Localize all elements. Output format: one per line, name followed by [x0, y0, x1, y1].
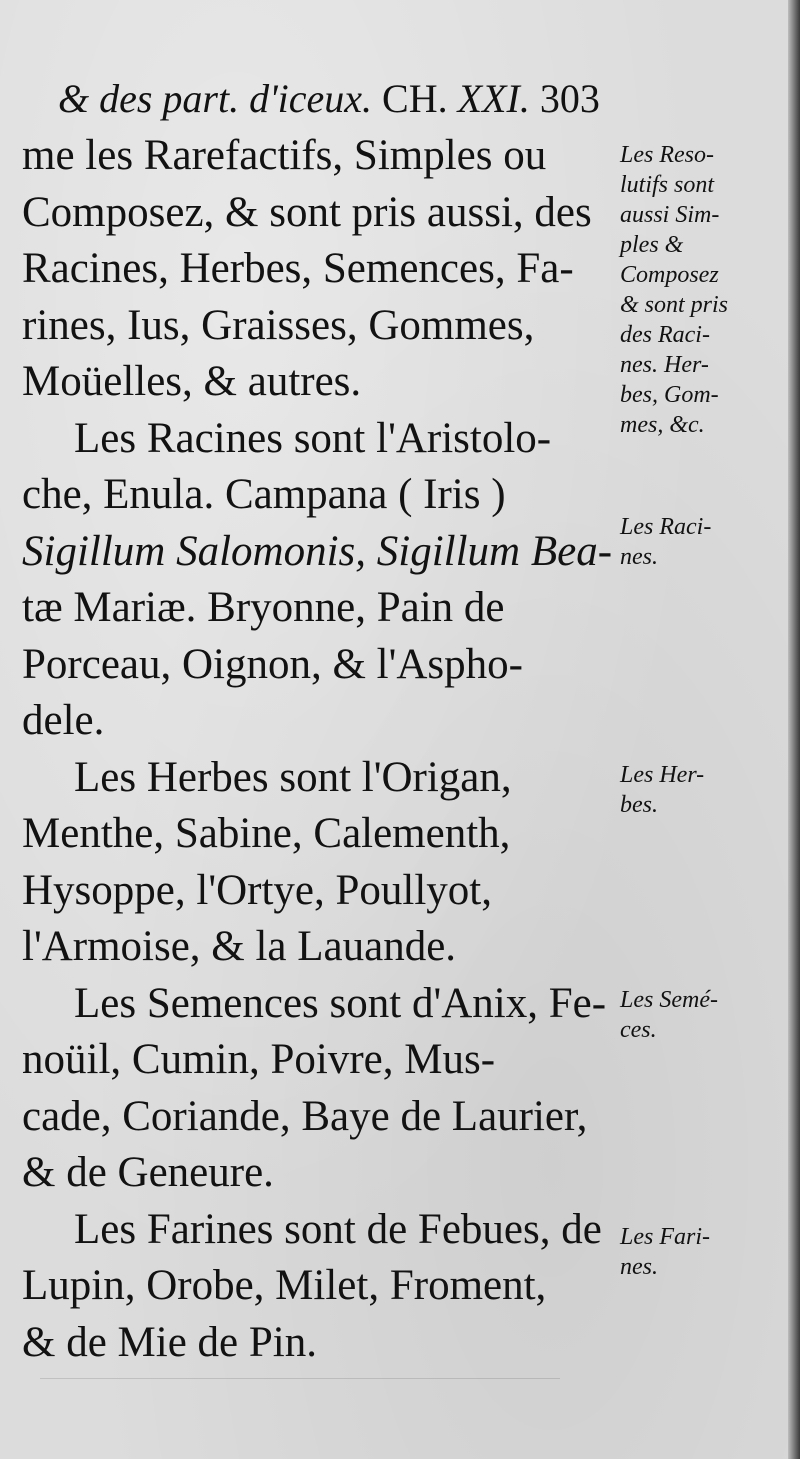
running-head-chapter: CH. — [382, 76, 448, 121]
margin-line: ces. — [620, 1017, 657, 1043]
text-line: & de Mie de Pin. — [22, 1318, 317, 1366]
margin-line: nes. — [620, 1254, 658, 1280]
text-line: cade, Coriande, Baye de Laurier, — [22, 1092, 588, 1140]
margin-line: bes, Gom- — [620, 382, 719, 408]
book-edge-shadow — [788, 0, 800, 1459]
running-head — [58, 74, 618, 124]
running-head-chapter-number: XXI. — [457, 76, 530, 121]
margin-line: des Raci- — [620, 322, 710, 348]
text-line: l'Armoise, & la Lauande. — [22, 923, 457, 970]
text-line: Hysoppe, l'Ortye, Poullyot, — [22, 866, 492, 914]
margin-line: aussi Sim- — [620, 202, 720, 228]
text-line: Les Farines sont de Febues, de — [74, 1205, 602, 1253]
main-text — [22, 128, 618, 1371]
text-line: rines, Ius, Graisses, Gommes, — [22, 301, 535, 349]
text-line: dele. — [22, 697, 105, 744]
margin-line: & sont pris — [620, 292, 729, 318]
text-line: Les Semences sont d'Anix, Fe- — [74, 979, 607, 1027]
marginal-note-racines — [620, 512, 770, 572]
text-line: Moüelles, & autres. — [22, 358, 362, 405]
text-line: Sigillum Salomonis, Sigillum Bea- — [22, 527, 613, 575]
text-line: noüil, Cumin, Poivre, Mus- — [22, 1036, 496, 1083]
marginal-note-herbes — [620, 760, 770, 820]
text-line: Les Herbes sont l'Origan, — [74, 753, 512, 801]
text-line: Lupin, Orobe, Milet, Froment, — [22, 1262, 547, 1309]
text-line: Porceau, Oignon, & l'Aspho- — [22, 640, 523, 688]
marginal-note-resolutifs — [620, 140, 770, 440]
text-line: me les Rarefactifs, Simples ou — [22, 132, 547, 179]
margin-line: lutifs sont — [620, 172, 715, 198]
marginal-note-farines — [620, 1222, 770, 1282]
margin-line: Les Reso- — [620, 142, 714, 168]
text-line: tæ Mariæ. Bryonne, Pain de — [22, 584, 505, 631]
text-line: Racines, Herbes, Semences, Fa- — [22, 245, 574, 292]
margin-line: nes. Her- — [620, 352, 709, 378]
text-line: Menthe, Sabine, Calementh, — [22, 810, 511, 857]
page-bottom-rule — [40, 1378, 560, 1379]
margin-line: Les Semé- — [620, 987, 718, 1013]
text-line: che, Enula. Campana ( Iris ) — [22, 471, 506, 518]
text-line: & de Geneure. — [22, 1149, 274, 1196]
margin-line: nes. — [620, 544, 658, 570]
margin-line: bes. — [620, 792, 658, 818]
margin-line: Les Her- — [620, 762, 705, 788]
margin-line: Les Fari- — [620, 1224, 710, 1250]
text-line: Composez, & sont pris aussi, des — [22, 188, 592, 236]
running-head-title: & des part. d'iceux. — [58, 76, 373, 121]
text-line: Les Racines sont l'Aristolo- — [74, 414, 552, 462]
margin-line: ples & — [620, 232, 684, 258]
margin-line: Les Raci- — [620, 514, 712, 540]
margin-line: Composez — [620, 262, 719, 288]
page-number: 303 — [539, 76, 600, 121]
margin-line: mes, &c. — [620, 412, 705, 438]
marginal-note-semences — [620, 985, 770, 1045]
